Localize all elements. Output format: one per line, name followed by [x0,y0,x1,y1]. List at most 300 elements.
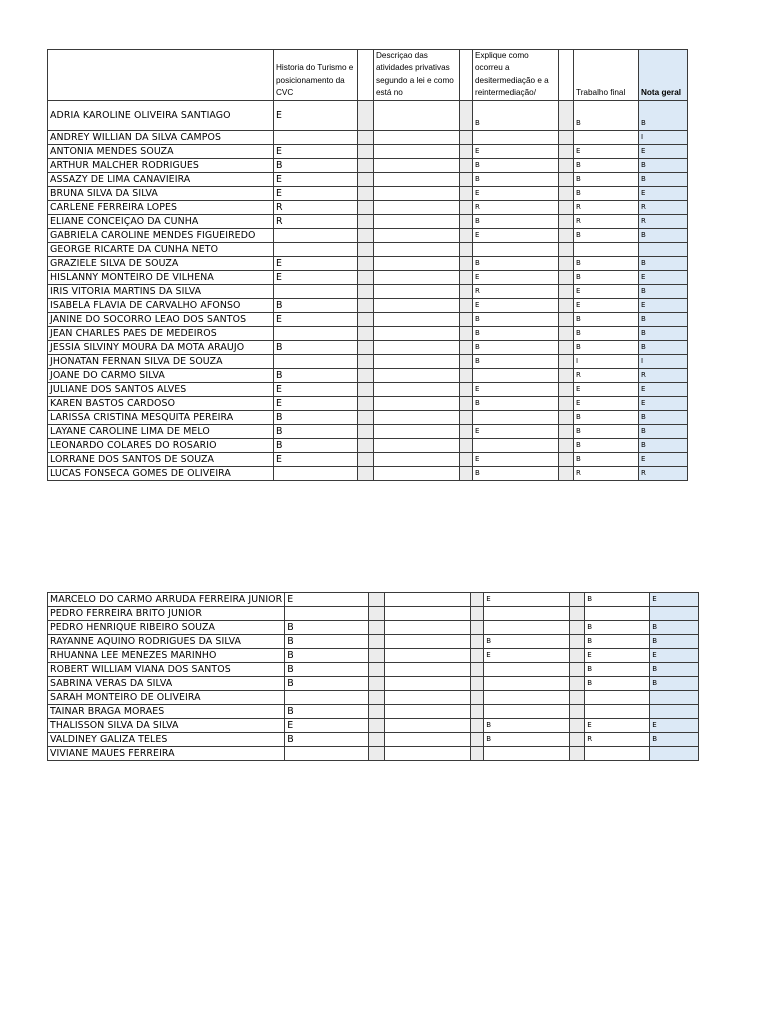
historia-grade-cell[interactable] [274,130,358,144]
nota-geral-cell[interactable]: E [650,649,699,663]
trabalho-grade-cell[interactable]: B [574,158,639,172]
student-name-cell[interactable]: JHONATAN FERNAN SILVA DE SOUZA [48,354,274,368]
historia-grade-cell[interactable]: B [274,298,358,312]
explique-grade-cell[interactable] [484,677,570,691]
explique-grade-cell[interactable]: B [473,256,559,270]
descricao-grade-cell[interactable] [385,635,471,649]
nota-geral-cell[interactable]: E [639,270,688,284]
spacer-cell[interactable] [460,368,473,382]
spacer-cell[interactable] [358,130,374,144]
nota-geral-cell[interactable] [650,691,699,705]
historia-grade-cell[interactable]: E [274,382,358,396]
student-name-cell[interactable]: THALISSON SILVA DA SILVA [48,719,285,733]
historia-grade-cell[interactable] [274,228,358,242]
spacer-cell[interactable] [471,593,484,607]
spacer-cell[interactable] [559,424,574,438]
student-name-cell[interactable]: VIVIANE MAUES FERREIRA [48,747,285,761]
explique-grade-cell[interactable]: E [473,228,559,242]
spacer-cell[interactable] [559,172,574,186]
header-trabalho[interactable]: Trabalho final [574,50,639,101]
nota-geral-cell[interactable]: B [650,635,699,649]
explique-grade-cell[interactable]: E [473,452,559,466]
spacer-cell[interactable] [358,214,374,228]
spacer-cell[interactable] [460,326,473,340]
explique-grade-cell[interactable]: B [473,396,559,410]
trabalho-grade-cell[interactable]: B [574,270,639,284]
nota-geral-cell[interactable]: I [639,354,688,368]
descricao-grade-cell[interactable] [374,368,460,382]
trabalho-grade-cell[interactable]: E [585,649,650,663]
trabalho-grade-cell[interactable]: R [574,466,639,480]
nota-geral-cell[interactable] [650,747,699,761]
header-explique[interactable]: Explique como ocorreu a desitermediação e a reintermediação/ [473,50,559,101]
descricao-grade-cell[interactable] [374,228,460,242]
student-name-cell[interactable]: RAYANNE AQUINO RODRIGUES DA SILVA [48,635,285,649]
explique-grade-cell[interactable]: B [484,719,570,733]
descricao-grade-cell[interactable] [374,438,460,452]
historia-grade-cell[interactable]: E [274,256,358,270]
historia-grade-cell[interactable] [274,284,358,298]
descricao-grade-cell[interactable] [374,256,460,270]
spacer-cell[interactable] [358,100,374,130]
spacer-cell[interactable] [559,256,574,270]
explique-grade-cell[interactable]: R [473,284,559,298]
student-name-cell[interactable]: JEAN CHARLES PAES DE MEDEIROS [48,326,274,340]
spacer-cell[interactable] [460,284,473,298]
nota-geral-cell[interactable]: R [639,214,688,228]
descricao-grade-cell[interactable] [385,705,471,719]
student-name-cell[interactable]: HISLANNY MONTEIRO DE VILHENA [48,270,274,284]
descricao-grade-cell[interactable] [374,172,460,186]
descricao-grade-cell[interactable] [385,691,471,705]
nota-geral-cell[interactable]: B [650,733,699,747]
spacer-cell[interactable] [460,158,473,172]
student-name-cell[interactable]: LUCAS FONSECA GOMES DE OLIVEIRA [48,466,274,480]
spacer-cell[interactable] [460,466,473,480]
spacer-cell[interactable] [369,677,385,691]
student-name-cell[interactable]: JANINE DO SOCORRO LEAO DOS SANTOS [48,312,274,326]
nota-geral-cell[interactable]: E [639,396,688,410]
nota-geral-cell[interactable] [639,242,688,256]
descricao-grade-cell[interactable] [385,607,471,621]
descricao-grade-cell[interactable] [374,284,460,298]
explique-grade-cell[interactable]: E [473,298,559,312]
spacer-cell[interactable] [471,705,484,719]
spacer-cell[interactable] [570,649,585,663]
trabalho-grade-cell[interactable] [574,242,639,256]
spacer-cell[interactable] [559,242,574,256]
spacer-cell[interactable] [460,100,473,130]
historia-grade-cell[interactable] [274,466,358,480]
student-name-cell[interactable]: LORRANE DOS SANTOS DE SOUZA [48,452,274,466]
spacer-cell[interactable] [460,144,473,158]
spacer-cell[interactable] [570,635,585,649]
spacer-cell[interactable] [358,228,374,242]
nota-geral-cell[interactable]: B [639,424,688,438]
spacer-cell[interactable] [358,242,374,256]
spacer-cell[interactable] [369,747,385,761]
trabalho-grade-cell[interactable]: B [585,635,650,649]
spacer-cell[interactable] [460,424,473,438]
student-name-cell[interactable]: KAREN BASTOS CARDOSO [48,396,274,410]
trabalho-grade-cell[interactable] [585,705,650,719]
spacer-cell[interactable] [358,368,374,382]
spacer-cell[interactable] [471,649,484,663]
spacer-cell[interactable] [358,410,374,424]
explique-grade-cell[interactable]: B [473,214,559,228]
header-descricao[interactable]: Descriçao das atividades privativas segundo a lei e como está no [374,50,460,101]
explique-grade-cell[interactable]: B [473,100,559,130]
nota-geral-cell[interactable]: E [650,719,699,733]
spacer-cell[interactable] [369,593,385,607]
nota-geral-cell[interactable] [650,607,699,621]
historia-grade-cell[interactable]: E [285,719,369,733]
trabalho-grade-cell[interactable]: B [574,100,639,130]
explique-grade-cell[interactable]: E [473,144,559,158]
spacer-cell[interactable] [460,354,473,368]
student-name-cell[interactable]: ADRIA KAROLINE OLIVEIRA SANTIAGO [48,100,274,130]
student-name-cell[interactable]: ARTHUR MALCHER RODRIGUES [48,158,274,172]
spacer-cell[interactable] [559,214,574,228]
spacer-cell[interactable] [559,466,574,480]
trabalho-grade-cell[interactable]: R [585,733,650,747]
nota-geral-cell[interactable]: B [639,326,688,340]
explique-grade-cell[interactable]: B [473,158,559,172]
student-name-cell[interactable]: ELIANE CONCEIÇAO DA CUNHA [48,214,274,228]
spacer-cell[interactable] [460,228,473,242]
nota-geral-cell[interactable]: B [639,438,688,452]
spacer-cell[interactable] [460,312,473,326]
trabalho-grade-cell[interactable]: E [574,396,639,410]
spacer-cell[interactable] [460,410,473,424]
spacer-cell[interactable] [559,312,574,326]
historia-grade-cell[interactable]: B [274,340,358,354]
trabalho-grade-cell[interactable]: E [574,298,639,312]
nota-geral-cell[interactable]: B [650,663,699,677]
student-name-cell[interactable]: ASSAZY DE LIMA CANAVIEIRA [48,172,274,186]
nota-geral-cell[interactable] [650,705,699,719]
descricao-grade-cell[interactable] [374,452,460,466]
spacer-cell[interactable] [358,438,374,452]
spacer-cell[interactable] [471,691,484,705]
nota-geral-cell[interactable]: R [639,200,688,214]
trabalho-grade-cell[interactable]: B [574,326,639,340]
historia-grade-cell[interactable]: R [274,214,358,228]
explique-grade-cell[interactable]: E [473,424,559,438]
explique-grade-cell[interactable] [484,691,570,705]
descricao-grade-cell[interactable] [374,158,460,172]
explique-grade-cell[interactable] [484,621,570,635]
nota-geral-cell[interactable]: B [639,284,688,298]
descricao-grade-cell[interactable] [374,100,460,130]
explique-grade-cell[interactable] [473,368,559,382]
spacer-cell[interactable] [460,256,473,270]
historia-grade-cell[interactable]: E [274,312,358,326]
historia-grade-cell[interactable]: B [285,621,369,635]
student-name-cell[interactable]: BRUNA SILVA DA SILVA [48,186,274,200]
spacer-cell[interactable] [358,158,374,172]
spacer-cell[interactable] [369,733,385,747]
student-name-cell[interactable]: TAINAR BRAGA MORAES [48,705,285,719]
spacer-cell[interactable] [570,621,585,635]
trabalho-grade-cell[interactable]: B [574,312,639,326]
trabalho-grade-cell[interactable] [574,130,639,144]
historia-grade-cell[interactable] [274,354,358,368]
header-nota-geral[interactable]: Nota geral [639,50,688,101]
student-name-cell[interactable]: ROBERT WILLIAM VIANA DOS SANTOS [48,663,285,677]
explique-grade-cell[interactable]: B [473,312,559,326]
explique-grade-cell[interactable]: B [473,466,559,480]
student-name-cell[interactable]: CARLENE FERREIRA LOPES [48,200,274,214]
trabalho-grade-cell[interactable]: B [585,677,650,691]
explique-grade-cell[interactable] [473,130,559,144]
trabalho-grade-cell[interactable]: B [574,410,639,424]
descricao-grade-cell[interactable] [385,593,471,607]
trabalho-grade-cell[interactable]: B [574,228,639,242]
nota-geral-cell[interactable]: E [639,452,688,466]
nota-geral-cell[interactable]: B [639,312,688,326]
spacer-cell[interactable] [559,270,574,284]
spacer-cell[interactable] [358,424,374,438]
descricao-grade-cell[interactable] [385,747,471,761]
spacer-cell[interactable] [369,635,385,649]
spacer-cell[interactable] [460,438,473,452]
historia-grade-cell[interactable] [285,607,369,621]
descricao-grade-cell[interactable] [385,649,471,663]
nota-geral-cell[interactable]: E [639,144,688,158]
spacer-cell[interactable] [559,186,574,200]
spacer-cell[interactable] [559,144,574,158]
spacer-cell[interactable] [559,326,574,340]
historia-grade-cell[interactable] [274,242,358,256]
spacer-cell[interactable] [460,214,473,228]
descricao-grade-cell[interactable] [374,214,460,228]
student-name-cell[interactable]: PEDRO FERREIRA BRITO JUNIOR [48,607,285,621]
spacer-cell[interactable] [559,396,574,410]
spacer-cell[interactable] [460,396,473,410]
trabalho-grade-cell[interactable]: E [574,144,639,158]
header-spacer[interactable] [460,50,473,101]
trabalho-grade-cell[interactable]: E [574,382,639,396]
spacer-cell[interactable] [559,100,574,130]
historia-grade-cell[interactable]: B [274,368,358,382]
spacer-cell[interactable] [559,158,574,172]
nota-geral-cell[interactable]: B [650,621,699,635]
spacer-cell[interactable] [460,452,473,466]
explique-grade-cell[interactable]: B [473,172,559,186]
spacer-cell[interactable] [570,607,585,621]
descricao-grade-cell[interactable] [374,424,460,438]
descricao-grade-cell[interactable] [374,186,460,200]
historia-grade-cell[interactable]: B [285,649,369,663]
student-name-cell[interactable]: MARCELO DO CARMO ARRUDA FERREIRA JUNIOR [48,593,285,607]
historia-grade-cell[interactable]: B [285,705,369,719]
spacer-cell[interactable] [460,382,473,396]
spacer-cell[interactable] [471,621,484,635]
nota-geral-cell[interactable]: B [639,172,688,186]
explique-grade-cell[interactable]: B [473,340,559,354]
spacer-cell[interactable] [358,382,374,396]
nota-geral-cell[interactable]: E [639,186,688,200]
explique-grade-cell[interactable]: E [484,593,570,607]
spacer-cell[interactable] [559,130,574,144]
student-name-cell[interactable]: JOANE DO CARMO SILVA [48,368,274,382]
historia-grade-cell[interactable]: E [274,396,358,410]
descricao-grade-cell[interactable] [374,382,460,396]
spacer-cell[interactable] [559,382,574,396]
spacer-cell[interactable] [570,747,585,761]
descricao-grade-cell[interactable] [374,340,460,354]
spacer-cell[interactable] [358,172,374,186]
spacer-cell[interactable] [358,452,374,466]
header-spacer[interactable] [358,50,374,101]
trabalho-grade-cell[interactable]: E [585,719,650,733]
student-name-cell[interactable]: LARISSA CRISTINA MESQUITA PEREIRA [48,410,274,424]
student-name-cell[interactable]: GRAZIELE SILVA DE SOUZA [48,256,274,270]
historia-grade-cell[interactable]: B [274,424,358,438]
historia-grade-cell[interactable]: E [274,172,358,186]
trabalho-grade-cell[interactable] [585,747,650,761]
descricao-grade-cell[interactable] [374,144,460,158]
spacer-cell[interactable] [358,186,374,200]
historia-grade-cell[interactable]: B [274,438,358,452]
student-name-cell[interactable]: LAYANE CAROLINE LIMA DE MELO [48,424,274,438]
spacer-cell[interactable] [570,691,585,705]
student-name-cell[interactable]: SABRINA VERAS DA SILVA [48,677,285,691]
explique-grade-cell[interactable]: E [473,382,559,396]
historia-grade-cell[interactable]: E [274,270,358,284]
spacer-cell[interactable] [559,410,574,424]
spacer-cell[interactable] [369,691,385,705]
student-name-cell[interactable]: JESSIA SILVINY MOURA DA MOTA ARAUJO [48,340,274,354]
historia-grade-cell[interactable]: B [285,733,369,747]
student-name-cell[interactable]: ISABELA FLAVIA DE CARVALHO AFONSO [48,298,274,312]
trabalho-grade-cell[interactable] [585,691,650,705]
nota-geral-cell[interactable]: B [639,256,688,270]
nota-geral-cell[interactable]: B [650,677,699,691]
student-name-cell[interactable]: RHUANNA LEE MENEZES MARINHO [48,649,285,663]
spacer-cell[interactable] [460,340,473,354]
spacer-cell[interactable] [471,747,484,761]
trabalho-grade-cell[interactable]: B [574,438,639,452]
student-name-cell[interactable]: ANTONIA MENDES SOUZA [48,144,274,158]
spacer-cell[interactable] [471,719,484,733]
descricao-grade-cell[interactable] [385,621,471,635]
explique-grade-cell[interactable]: B [484,733,570,747]
explique-grade-cell[interactable]: E [473,186,559,200]
spacer-cell[interactable] [358,340,374,354]
trabalho-grade-cell[interactable]: R [574,214,639,228]
spacer-cell[interactable] [460,130,473,144]
descricao-grade-cell[interactable] [374,410,460,424]
nota-geral-cell[interactable]: B [639,340,688,354]
student-name-cell[interactable]: VALDINEY GALIZA TELES [48,733,285,747]
historia-grade-cell[interactable]: B [285,663,369,677]
spacer-cell[interactable] [369,705,385,719]
header-name[interactable] [48,50,274,101]
historia-grade-cell[interactable] [274,326,358,340]
nota-geral-cell[interactable]: R [639,368,688,382]
nota-geral-cell[interactable]: B [639,100,688,130]
explique-grade-cell[interactable]: E [484,649,570,663]
historia-grade-cell[interactable] [285,747,369,761]
student-name-cell[interactable]: LEONARDO COLARES DO ROSARIO [48,438,274,452]
historia-grade-cell[interactable]: E [274,144,358,158]
explique-grade-cell[interactable] [484,747,570,761]
historia-grade-cell[interactable] [285,691,369,705]
explique-grade-cell[interactable] [484,663,570,677]
descricao-grade-cell[interactable] [385,663,471,677]
trabalho-grade-cell[interactable] [585,607,650,621]
historia-grade-cell[interactable]: E [274,452,358,466]
spacer-cell[interactable] [559,298,574,312]
explique-grade-cell[interactable]: B [484,635,570,649]
explique-grade-cell[interactable] [484,705,570,719]
spacer-cell[interactable] [471,733,484,747]
header-spacer[interactable] [559,50,574,101]
trabalho-grade-cell[interactable]: B [574,340,639,354]
spacer-cell[interactable] [559,284,574,298]
descricao-grade-cell[interactable] [374,466,460,480]
descricao-grade-cell[interactable] [374,242,460,256]
spacer-cell[interactable] [471,663,484,677]
descricao-grade-cell[interactable] [374,354,460,368]
spacer-cell[interactable] [460,298,473,312]
historia-grade-cell[interactable]: B [285,677,369,691]
trabalho-grade-cell[interactable]: B [585,621,650,635]
spacer-cell[interactable] [559,228,574,242]
trabalho-grade-cell[interactable]: B [574,452,639,466]
descricao-grade-cell[interactable] [385,733,471,747]
spacer-cell[interactable] [471,677,484,691]
historia-grade-cell[interactable]: E [274,100,358,130]
spacer-cell[interactable] [460,186,473,200]
spacer-cell[interactable] [358,144,374,158]
spacer-cell[interactable] [570,705,585,719]
spacer-cell[interactable] [570,677,585,691]
spacer-cell[interactable] [358,256,374,270]
descricao-grade-cell[interactable] [374,298,460,312]
historia-grade-cell[interactable]: R [274,200,358,214]
student-name-cell[interactable]: JULIANE DOS SANTOS ALVES [48,382,274,396]
header-historia[interactable]: Historia do Turismo e posicionamento da CVC [274,50,358,101]
explique-grade-cell[interactable] [473,438,559,452]
descricao-grade-cell[interactable] [385,719,471,733]
descricao-grade-cell[interactable] [374,270,460,284]
spacer-cell[interactable] [559,452,574,466]
spacer-cell[interactable] [358,396,374,410]
spacer-cell[interactable] [559,200,574,214]
spacer-cell[interactable] [369,663,385,677]
explique-grade-cell[interactable]: B [473,326,559,340]
spacer-cell[interactable] [460,200,473,214]
historia-grade-cell[interactable]: B [285,635,369,649]
descricao-grade-cell[interactable] [374,312,460,326]
spacer-cell[interactable] [471,607,484,621]
student-name-cell[interactable]: GABRIELA CAROLINE MENDES FIGUEIREDO [48,228,274,242]
spacer-cell[interactable] [369,719,385,733]
trabalho-grade-cell[interactable]: R [574,200,639,214]
spacer-cell[interactable] [369,607,385,621]
explique-grade-cell[interactable]: B [473,354,559,368]
spacer-cell[interactable] [570,733,585,747]
spacer-cell[interactable] [559,354,574,368]
trabalho-grade-cell[interactable]: B [574,186,639,200]
explique-grade-cell[interactable] [484,607,570,621]
explique-grade-cell[interactable]: E [473,270,559,284]
spacer-cell[interactable] [460,242,473,256]
spacer-cell[interactable] [369,621,385,635]
